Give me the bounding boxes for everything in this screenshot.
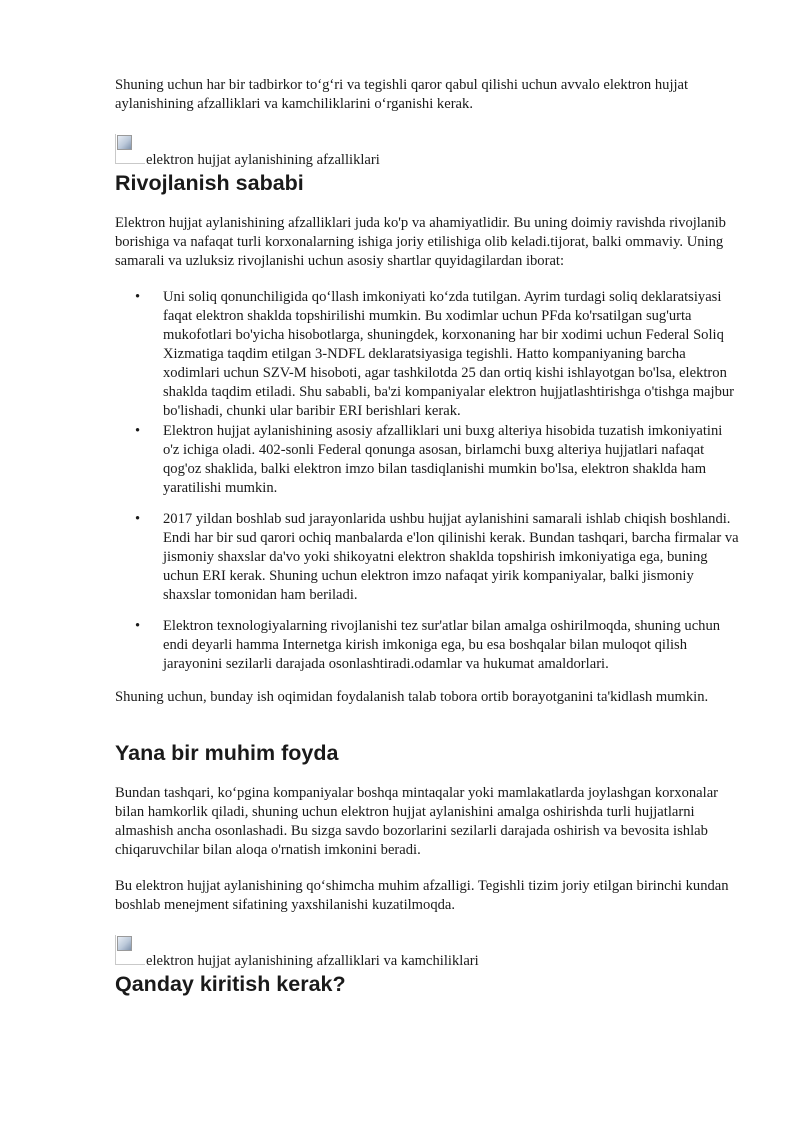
list-item-text: Elektron texnologiyalarning rivojlanishi tez sur'atlar bilan amalga oshirilmoqda, shuning uchun endi deyarli hamma Internetga kirish imkoniga ega, bu esa boshqalar bilan muloqot qilish jarayonini sezilarli darajada osonlashtiradi.odamlar va hukumat amaldorlari.	[163, 618, 721, 672]
list-item	[115, 510, 740, 605]
list-item-text: Uni soliq qonunchiligida qo‘llash imkoniyati ko‘zda tutilgan. Ayrim turdagi soliq deklaratsiyasi faqat elektron shaklda topshirilishi mumkin. Bu xodimlar uchun PFda ko'rsatilgan sug'urta mukofotlari bo'yicha hisobotlarga, shuningdek, korxonaning har bir xodimi uchun Federal Soliq Xizmatiga taqdim etilgan 3-NDFL deklaratsiyasiga tegishli. Hatto kompaniyaning barcha xodimlari uchun SZV-M hisoboti, agar tashkilotda 25 dan ortiq kishi ishlayotgan bo'lsa, elektron shaklda taqdim etiladi. Shu sababli, ba'zi kompaniyalar elektron hujjatlashtirishga o'tishga majbur bo'lishadi, chunki ular baribir ERI berishlari kerak.	[163, 289, 735, 419]
closing-paragraph: Shuning uchun, bunday ish oqimidan foydalanish talab tobora ortib borayotganini ta'kidlash mumkin.	[115, 689, 709, 705]
section-paragraph: Elektron hujjat aylanishining afzalliklari juda ko'p va ahamiyatlidir. Bu uning doimiy ravishda rivojlanib borishiga va nafaqat turli korxonalarning ishiga joriy etilishiga olib keladi.tijorat, balki ommaviy. Uning samarali va uzluksiz rivojlanishi uchun asosiy shartlar quyidagilardan iborat:	[115, 215, 726, 269]
bullet-icon: •	[135, 511, 141, 527]
section-heading-rivojlanish: Rivojlanish sababi	[115, 171, 304, 195]
article-image-2	[115, 935, 740, 969]
section-paragraph: Bundan tashqari, ko‘pgina kompaniyalar boshqa mintaqalar yoki mamlakatlarda joylashgan korxonalar bilan hamkorlik qiladi, shuning uchun elektron hujjat aylanishini amalga oshirishda turli hujjatlarni almashish ancha osonlashadi. Bu sizga savdo bozorlarini sezilarli darajada oshirish va bevosita ishlab chiqaruvchilar bilan aloqa o'rnatish imkonini beradi.	[115, 785, 719, 858]
section-heading-foyda: Yana bir muhim foyda	[115, 741, 339, 765]
list-item-text: 2017 yildan boshlab sud jarayonlarida ushbu hujjat aylanishini samarali ishlab chiqish boshlandi. Endi har bir sud qarori ochiq manbalarda e'lon qilinishi kerak. Bundan tashqari, barcha firmalar va jismoniy shaxslar da'vo yoki shikoyatni elektron shaklda topshirish imkoniyatiga ega, buning uchun ERI kerak. Shuning uchun elektron imzo nafaqat yirik kompaniyalar, balki jismoniy shaxslar tomonidan ham beriladi.	[163, 511, 739, 603]
list-item	[115, 422, 740, 498]
article-image-1	[115, 134, 740, 168]
bullet-icon: •	[135, 289, 141, 305]
broken-image-icon	[115, 134, 145, 164]
image-caption: elektron hujjat aylanishining afzalliklari	[146, 152, 380, 168]
intro-paragraph: Shuning uchun har bir tadbirkor to‘g‘ri va tegishli qaror qabul qilishi uchun avvalo elektron hujjat aylanishining afzalliklari va kamchiliklarini o‘rganishi kerak.	[115, 77, 689, 112]
section-paragraph: Bu elektron hujjat aylanishining qo‘shimcha muhim afzalligi. Tegishli tizim joriy etilgan birinchi kundan boshlab menejment sifatining yaxshilanishi kuzatilmoqda.	[115, 878, 729, 913]
bullet-icon: •	[135, 618, 141, 634]
list-item	[115, 617, 740, 674]
article-content	[115, 76, 740, 997]
broken-image-icon	[115, 935, 145, 965]
list-item	[115, 288, 740, 421]
section-heading-qanday: Qanday kiritish kerak?	[115, 972, 346, 996]
bullet-list	[115, 288, 740, 674]
list-item-text: Elektron hujjat aylanishining asosiy afzalliklari uni buxg alteriya hisobida tuzatish imkoniyatini o'z ichiga oladi. 402-sonli Federal qonunga asosan, birlamchi buxg alteriya hujjatlari nafaqat qog'oz shaklida, balki elektron imzo bilan tasdiqlanishi mumkin bo'lsa, elektron shaklda ham yaratilishi mumkin.	[163, 423, 723, 496]
bullet-icon: •	[135, 423, 141, 439]
image-caption: elektron hujjat aylanishining afzalliklari va kamchiliklari	[146, 953, 479, 969]
